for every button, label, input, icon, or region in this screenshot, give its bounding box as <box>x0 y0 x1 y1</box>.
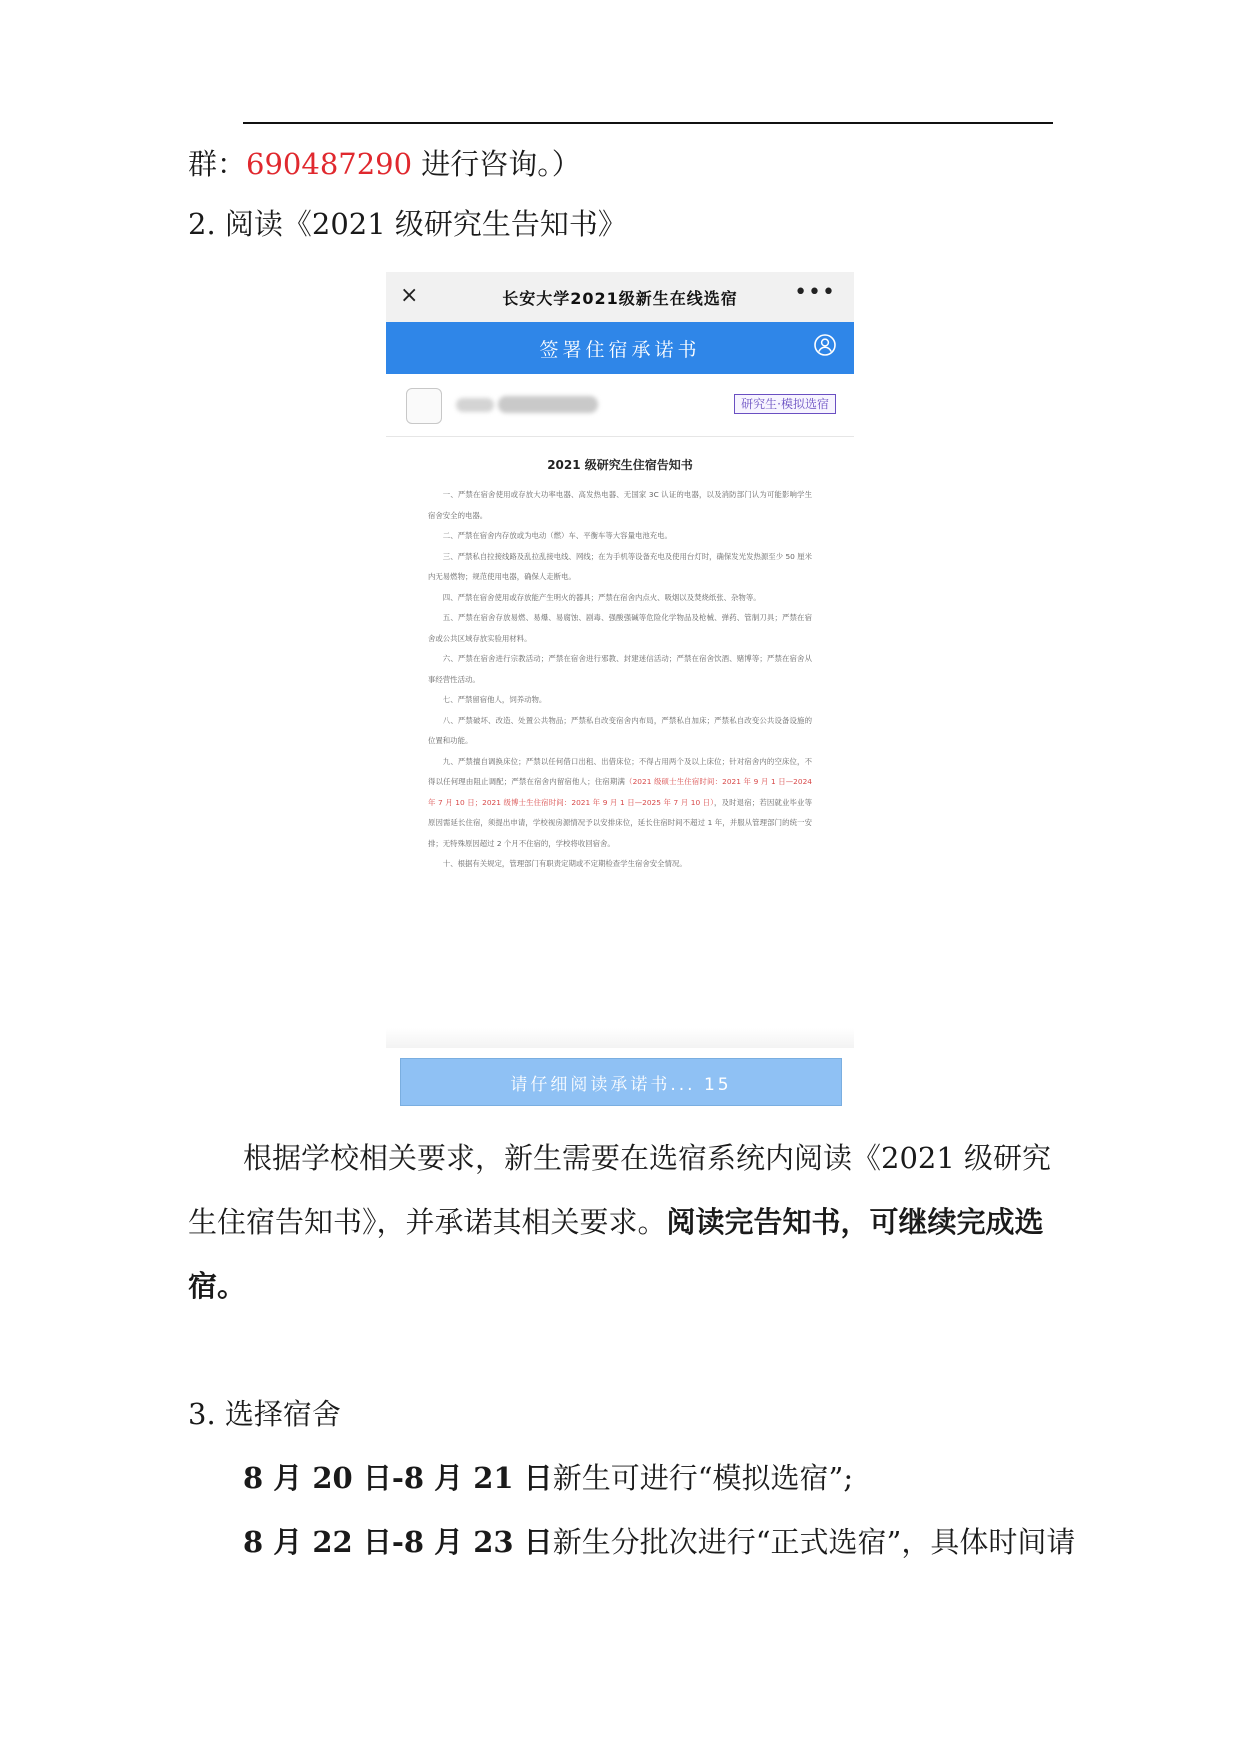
blurred-name <box>456 398 494 412</box>
step2-heading: 2. 阅读《2021 级研究生告知书》 <box>188 207 627 241</box>
notice-item-3: 三、严禁私自拉接线路及乱拉乱接电线、网线；在为手机等设备充电及使用台灯时，确保发光发热源至少 50 厘米内无易燃物；规范使用电器，确保人走断电。 <box>428 551 812 581</box>
mock-dates: 8 月 20 日-8 月 21 日 <box>243 1461 553 1495</box>
notice-title: 2021 级研究生住宿告知书 <box>547 458 693 472</box>
read-countdown-button[interactable]: 请仔细阅读承诺书... 15 <box>400 1058 842 1106</box>
step3-heading: 3. 选择宿舍 <box>188 1397 341 1431</box>
formal-selection-line <box>243 1522 1075 1562</box>
commitment-title: 签署住宿承诺书 <box>539 338 701 361</box>
para-line-3: 宿。 <box>188 1269 247 1303</box>
notice-item-1: 一、严禁在宿舍使用或存放大功率电器、高发热电器、无国家 3C 认证的电器，以及消防部门认为可能影响学生宿舍安全的电器。 <box>428 490 812 520</box>
notice-item-9-tail: ，及时退宿；若因就业毕业等原因需延长住宿，须提出申请，学校视房源情况予以安排床位，延长住宿时间不超过 1 年，并服从管理部门的统一安排；无特殊原因超过 2 个月不住宿的，学校将收回宿舍。 <box>428 797 812 848</box>
scroll-fade <box>386 1028 854 1048</box>
consult-prefix: 群： <box>188 147 247 181</box>
notice-item-7: 七、严禁留宿他人，饲养动物。 <box>442 695 547 704</box>
consult-line <box>188 144 581 184</box>
user-icon[interactable] <box>814 334 836 356</box>
close-icon[interactable]: × <box>400 283 419 308</box>
qq-group-number: 690487290 <box>246 147 413 181</box>
app-title-bar <box>386 272 854 322</box>
student-info-row <box>386 374 854 437</box>
notice-item-4: 四、严禁在宿舍使用或存放能产生明火的器具；严禁在宿舍内点火、吸烟以及焚烧纸张、杂物等。 <box>442 592 761 602</box>
para-line-1: 根据学校相关要求，新生需要在选宿系统内阅读《2021 级研究 <box>243 1141 1052 1175</box>
app-screenshot <box>386 272 854 1112</box>
blurred-id <box>498 396 598 413</box>
notice-item-2: 二、严禁在宿舍内存放或为电动（燃）车、平衡车等大容量电池充电。 <box>442 531 672 540</box>
notice-item-8: 八、严禁破坏、改造、处置公共物品；严禁私自改变宿舍内布局，严禁私自加床；严禁私自改变公共设备设施的位置和功能。 <box>428 715 812 745</box>
notice-dates-red: （2021 级硕士生住宿时间：2021 年 9 月 1 日—2024 年 7 月 10 日；2021 级博士生住宿时间：2021 年 9 月 1 日—2025 年 7 月 10 日） <box>428 777 812 807</box>
notice-item-6: 六、严禁在宿舍进行宗教活动；严禁在宿舍进行邪教、封建迷信活动；严禁在宿舍饮酒、赌博等；严禁在宿舍从事经营性活动。 <box>428 654 812 684</box>
notice-item-10: 十、根据有关规定，管理部门有职责定期或不定期检查学生宿舍安全情况。 <box>442 859 687 868</box>
more-icon[interactable]: ••• <box>794 280 836 305</box>
notice-item-5: 五、严禁在宿舍存放易燃、易爆、易腐蚀、剧毒、强酸强碱等危险化学物品及枪械、弹药、管制刀具；严禁在宿舍或公共区域存放实验用材料。 <box>428 613 812 643</box>
para-line-2 <box>188 1202 1044 1242</box>
notice-item-9 <box>428 752 812 855</box>
para-line-2-bold: 阅读完告知书，可继续完成选 <box>666 1205 1044 1239</box>
para-line-2-normal: 生住宿告知书》，并承诺其相关要求。 <box>188 1205 667 1239</box>
app-title: 长安大学2021级新生在线选宿 <box>502 288 738 308</box>
mock-text: 新生可进行“模拟选宿”; <box>552 1461 854 1495</box>
mode-tag: 研究生·模拟选宿 <box>734 394 836 414</box>
header-rule <box>243 122 1053 124</box>
notice-item-9-text: 九、严禁擅自调换床位；严禁以任何借口出租、出借床位；不得占用两个及以上床位；针对宿舍内的空床位，不得以任何理由阻止调配；严禁在宿舍内留宿他人；住宿期满 <box>428 756 812 786</box>
commitment-header <box>386 322 854 374</box>
notice-document <box>428 448 812 1008</box>
avatar <box>406 388 442 424</box>
formal-dates: 8 月 22 日-8 月 23 日 <box>243 1525 553 1559</box>
consult-suffix: 进行咨询。） <box>421 147 581 181</box>
formal-text: 新生分批次进行“正式选宿”，具体时间请 <box>552 1525 1076 1559</box>
mock-selection-line <box>243 1458 853 1498</box>
